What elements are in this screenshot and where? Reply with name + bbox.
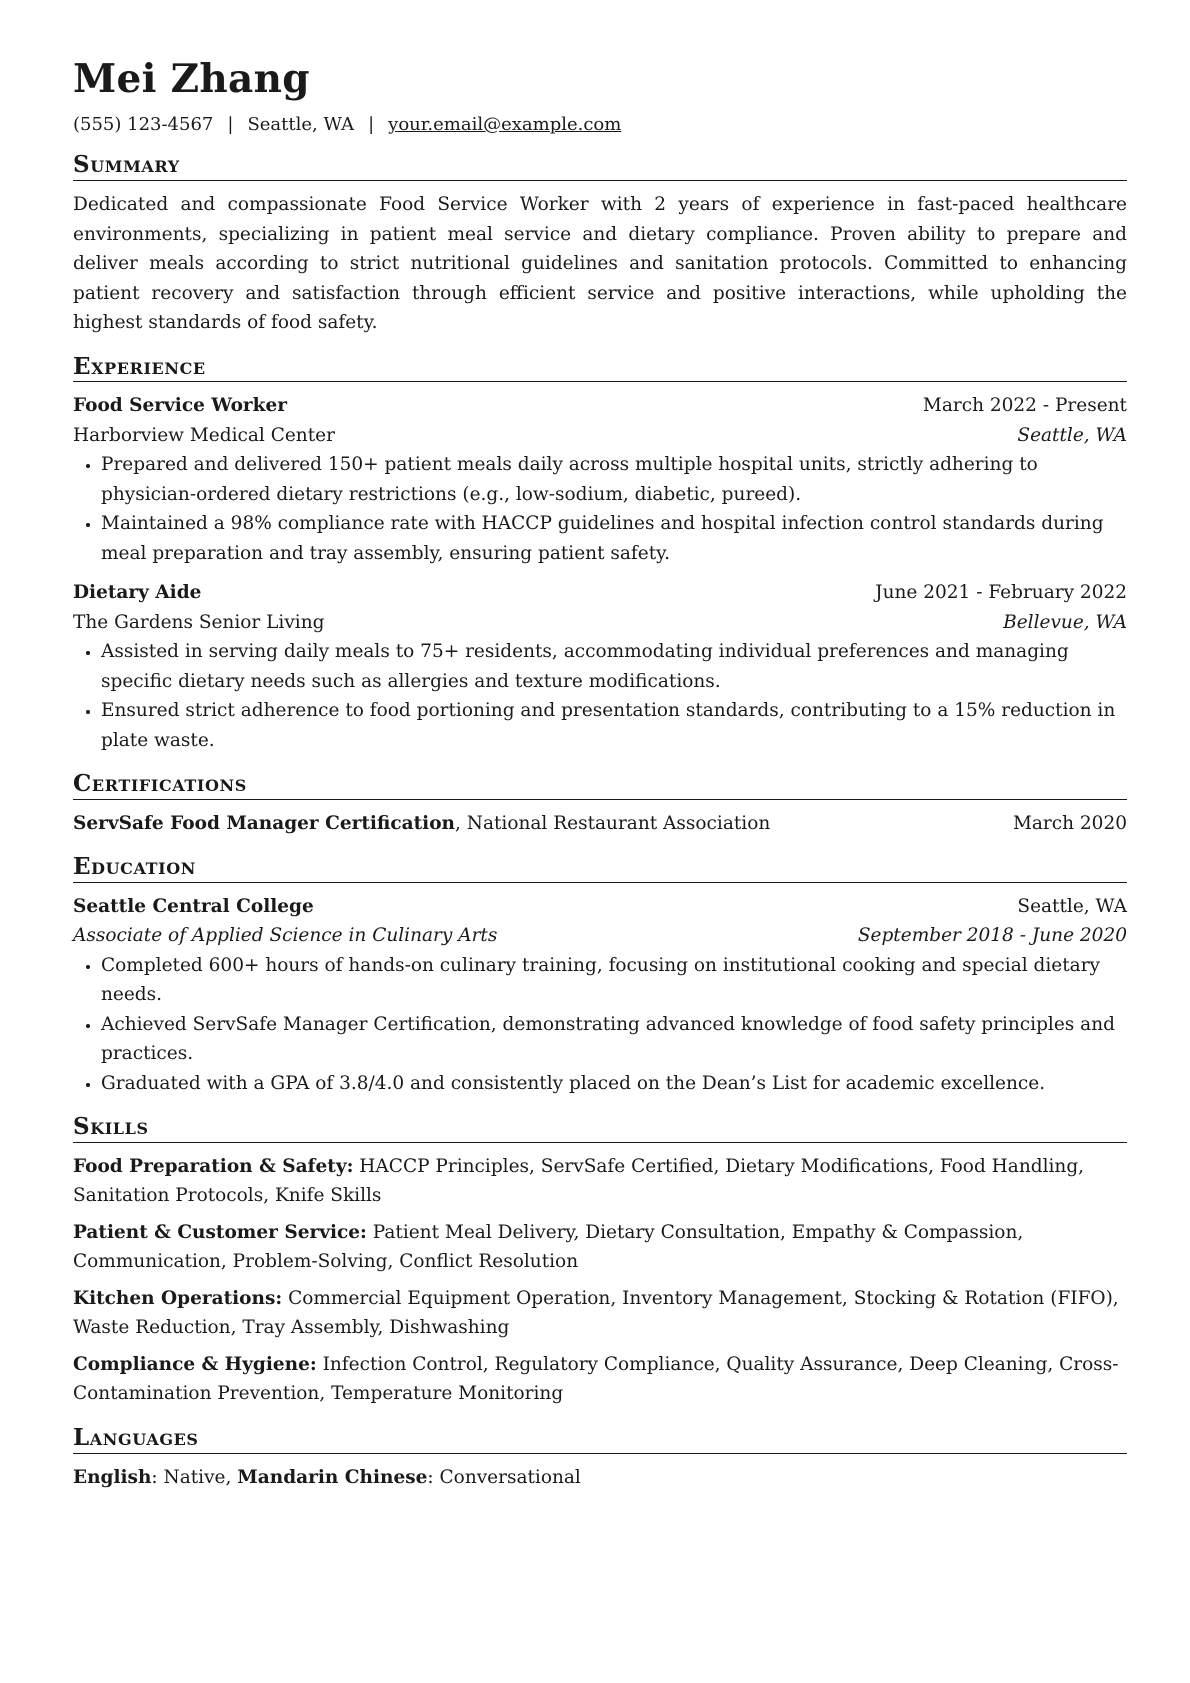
location: Seattle, WA	[247, 113, 355, 135]
school-name: Seattle Central College	[73, 895, 314, 917]
certification-date: March 2020	[1012, 812, 1127, 834]
skill-group-label: Compliance & Hygiene:	[73, 1353, 317, 1375]
skill-group	[73, 1218, 1127, 1277]
job-header	[73, 391, 1127, 421]
job-dates: March 2022 - Present	[922, 395, 1127, 417]
certification-issuer: , National Restaurant Association	[455, 812, 771, 834]
school-location: Seattle, WA	[1017, 895, 1127, 917]
bullet-item: • Ensured strict adherence to food portioning and presentation standards, contributing to a 15% reduction in plate waste.	[101, 696, 1127, 755]
candidate-name: Mei Zhang	[73, 56, 310, 102]
skill-group-items: HACCP Principles, ServSafe Certified, Dietary Modifications, Food Handling, Sanitation Protocols, Knife Skills	[73, 1155, 1085, 1207]
contact-separator: |	[227, 113, 234, 135]
contact-separator: |	[368, 113, 375, 135]
job-subheader	[73, 608, 1127, 638]
summary-section	[73, 151, 1127, 337]
language-level: : Conversational	[427, 1466, 581, 1488]
skill-group	[73, 1152, 1127, 1211]
skill-group	[73, 1350, 1127, 1409]
bullet-item: • Assisted in serving daily meals to 75+ residents, accommodating individual preferences and managing specific dietary needs such as allergies and texture modifications.	[101, 637, 1127, 696]
bullet-item: • Prepared and delivered 150+ patient meals daily across multiple hospital units, strictly adhering to physician-ordered dietary restrictions (e.g., low-sodium, diabetic, pureed).	[101, 450, 1127, 509]
job-entry	[73, 391, 1127, 568]
experience-section	[73, 353, 1127, 756]
bullet-item: • Graduated with a GPA of 3.8/4.0 and consistently placed on the Dean’s List for academic excellence.	[101, 1069, 1127, 1099]
bullet-item: • Maintained a 98% compliance rate with HACCP guidelines and hospital infection control standards during meal preparation and tray assembly, ensuring patient safety.	[101, 509, 1127, 568]
languages-line	[73, 1463, 1127, 1493]
skill-group-label: Patient & Customer Service:	[73, 1221, 367, 1243]
job-bullets	[73, 450, 1127, 568]
skill-group-items: Infection Control, Regulatory Compliance, Quality Assurance, Deep Cleaning, Cross-Contamination Prevention, Temperature Monitoring	[73, 1353, 1119, 1405]
job-entry	[73, 578, 1127, 755]
job-location: Bellevue, WA	[1003, 611, 1127, 633]
certification-name: ServSafe Food Manager Certification	[73, 812, 455, 834]
education-bullets	[73, 951, 1127, 1099]
job-location: Seattle, WA	[1017, 424, 1127, 446]
email-link[interactable]: your.email@example.com	[388, 113, 622, 135]
resume-page	[73, 58, 1127, 1492]
section-title-education: Education	[73, 853, 1127, 883]
job-company: Harborview Medical Center	[73, 424, 335, 446]
language-level: : Native	[151, 1466, 226, 1488]
job-role: Food Service Worker	[73, 395, 287, 417]
skills-section	[73, 1113, 1127, 1409]
section-title-certifications: Certifications	[73, 770, 1127, 800]
certifications-section	[73, 770, 1127, 838]
skill-group-label: Kitchen Operations:	[73, 1287, 283, 1309]
education-subheader	[73, 921, 1127, 951]
skill-group-items: Patient Meal Delivery, Dietary Consultation, Empathy & Compassion, Communication, Problem-Solving, Conflict Resolution	[73, 1221, 1024, 1273]
section-title-summary: Summary	[73, 151, 1127, 181]
section-title-experience: Experience	[73, 353, 1127, 383]
languages-section	[73, 1424, 1127, 1492]
language-joiner: ,	[225, 1466, 238, 1488]
skill-group-label: Food Preparation & Safety:	[73, 1155, 354, 1177]
bullet-item: • Completed 600+ hours of hands-on culinary training, focusing on institutional cooking and special dietary needs.	[101, 951, 1127, 1010]
job-bullets	[73, 637, 1127, 755]
section-title-languages: Languages	[73, 1424, 1127, 1454]
degree-name: Associate of Applied Science in Culinary Arts	[73, 925, 498, 947]
job-company: The Gardens Senior Living	[73, 611, 325, 633]
education-section	[73, 853, 1127, 1098]
education-dates: September 2018 - June 2020	[857, 925, 1127, 947]
skill-group-items: Commercial Equipment Operation, Inventory Management, Stocking & Rotation (FIFO), Waste Reduction, Tray Assembly, Dishwashing	[73, 1287, 1119, 1339]
language-name: English	[73, 1466, 152, 1488]
language-name: Mandarin Chinese	[237, 1466, 428, 1488]
job-header	[73, 578, 1127, 608]
job-role: Dietary Aide	[73, 582, 202, 604]
education-header	[73, 892, 1127, 922]
skill-group	[73, 1284, 1127, 1343]
job-dates: June 2021 - February 2022	[875, 582, 1127, 604]
certification-item	[73, 809, 1127, 839]
job-subheader	[73, 421, 1127, 451]
summary-text: Dedicated and compassionate Food Service Worker with 2 years of experience in fast-paced healthcare environments, specializing in patient meal service and dietary compliance. Proven ability to prepare and deliver meals according to strict nutritional guidelines and sanitation protocols. Committed to enhancing patient recovery and satisfaction through efficient service and positive interactions, while upholding the highest standards of food safety.	[73, 194, 1127, 334]
section-title-skills: Skills	[73, 1113, 1127, 1143]
bullet-item: • Achieved ServSafe Manager Certification, demonstrating advanced knowledge of food safety principles and practices.	[101, 1010, 1127, 1069]
contact-line	[73, 114, 1127, 136]
phone-number: (555) 123-4567	[73, 113, 214, 135]
